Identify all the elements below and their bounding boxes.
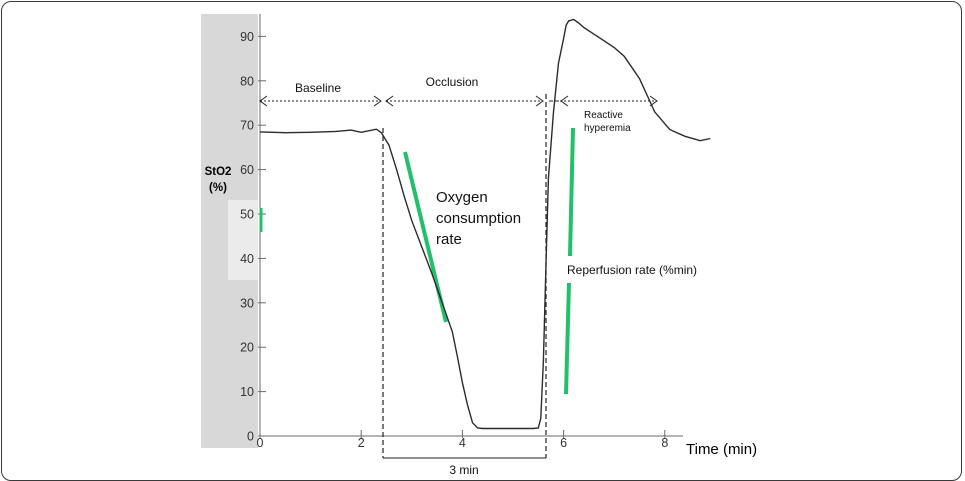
oxygen-label-line3: rate [436,231,462,248]
baseline-label: Baseline [294,81,342,95]
y-axis-label-line2: (%) [209,182,227,194]
y-tick-label: 30 [240,296,254,311]
duration-label: 3 min [449,463,479,476]
y-tick-label: 60 [240,163,254,178]
x-tick-label: 6 [560,436,568,450]
reperfusion-slope-bar-upper [570,128,573,256]
y-tick-label: 80 [240,74,254,89]
y-tick-label: 10 [240,385,254,400]
x-tick-label: 4 [458,436,466,450]
oxygen-label-line1: Oxygen [436,189,488,206]
x-ticks [257,430,669,450]
occlusion-arrow [386,96,543,106]
baseline-arrow [260,96,381,106]
reactive-hyperemia-arrow [549,96,657,106]
y-tick-label: 20 [240,340,254,355]
y-tick-label: 70 [240,118,254,133]
y-tick-label: 40 [240,251,254,266]
occlusion-label: Occlusion [425,75,479,89]
y-axis-label-line1: StO2 [204,166,232,178]
x-axis-label: Time (min) [686,441,758,458]
oxygen-label-line2: consumption [436,210,522,227]
y-tick-label: 50 [240,207,254,222]
x-tick-label: 0 [256,436,264,450]
y-tick-label: 0 [247,429,254,444]
reactive-label-line1: Reactive [584,110,623,121]
reperfusion-slope-bar-lower [566,283,569,394]
x-tick-label: 8 [661,436,669,450]
reperfusion-label: Reperfusion rate (%min) [567,263,698,277]
y-tick-label: 90 [240,29,254,44]
x-tick-label: 2 [357,436,365,450]
reactive-label-line2: hyperemia [584,123,631,134]
